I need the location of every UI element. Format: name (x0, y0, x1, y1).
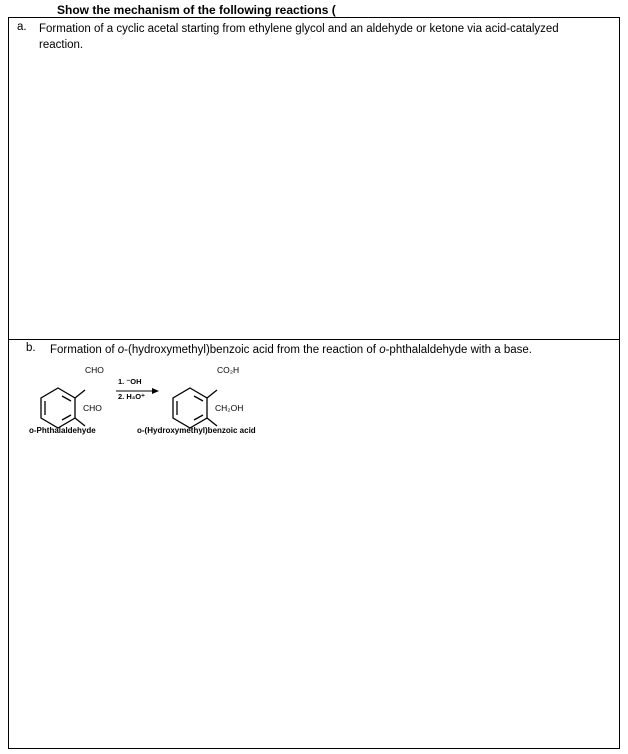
reactant-benzene-ring (41, 388, 75, 428)
product-structure (173, 388, 217, 428)
question-b-text-1: Formation of (50, 344, 118, 356)
reaction-scheme (9, 360, 619, 470)
product-inner-bond-1 (194, 396, 203, 401)
reactant-name: o-Phthalaldehyde (29, 426, 96, 435)
question-b-box[interactable] (8, 339, 620, 749)
question-a-box[interactable] (8, 17, 620, 340)
question-b-italic-o-2: o (379, 344, 386, 356)
product-sub-top: CO₂H (217, 365, 240, 375)
page-title: Show the mechanism of the following reactions ( (57, 3, 336, 17)
product-sub-bottom: CH₂OH (215, 403, 244, 413)
reactant-bond-top (75, 390, 85, 398)
reagent-line-2: 2. H₃O⁺ (118, 392, 146, 401)
product-benzene-ring (173, 388, 207, 428)
reagent-line-1: 1. ⁻OH (118, 377, 142, 386)
reactant-sub-bottom: CHO (83, 403, 102, 413)
reactant-structure (41, 388, 85, 428)
question-b-text (50, 342, 532, 358)
product-bond-bottom (207, 418, 217, 426)
question-b-text-3: -phthalaldehyde with a base. (385, 344, 532, 356)
question-a-text: Formation of a cyclic acetal starting from ethylene glycol and an aldehyde or ketone via acid-catalyzed reaction. (39, 23, 559, 51)
product-name: o-(Hydroxymethyl)benzoic acid (137, 426, 256, 435)
question-a-letter: a. (17, 21, 27, 33)
product-bond-top (207, 390, 217, 398)
question-b-text-2: -(hydroxymethyl)benzoic acid from the reaction of (124, 344, 380, 356)
reaction-arrow-head-icon (152, 388, 159, 394)
question-b-italic-o-1: o (117, 344, 125, 356)
reactant-sub-top: CHO (85, 365, 104, 375)
reactant-inner-bond-2 (62, 415, 71, 420)
reactant-bond-bottom (75, 418, 85, 426)
reactant-inner-bond-1 (62, 396, 71, 401)
question-b-letter: b. (26, 342, 36, 354)
product-inner-bond-2 (194, 415, 203, 420)
